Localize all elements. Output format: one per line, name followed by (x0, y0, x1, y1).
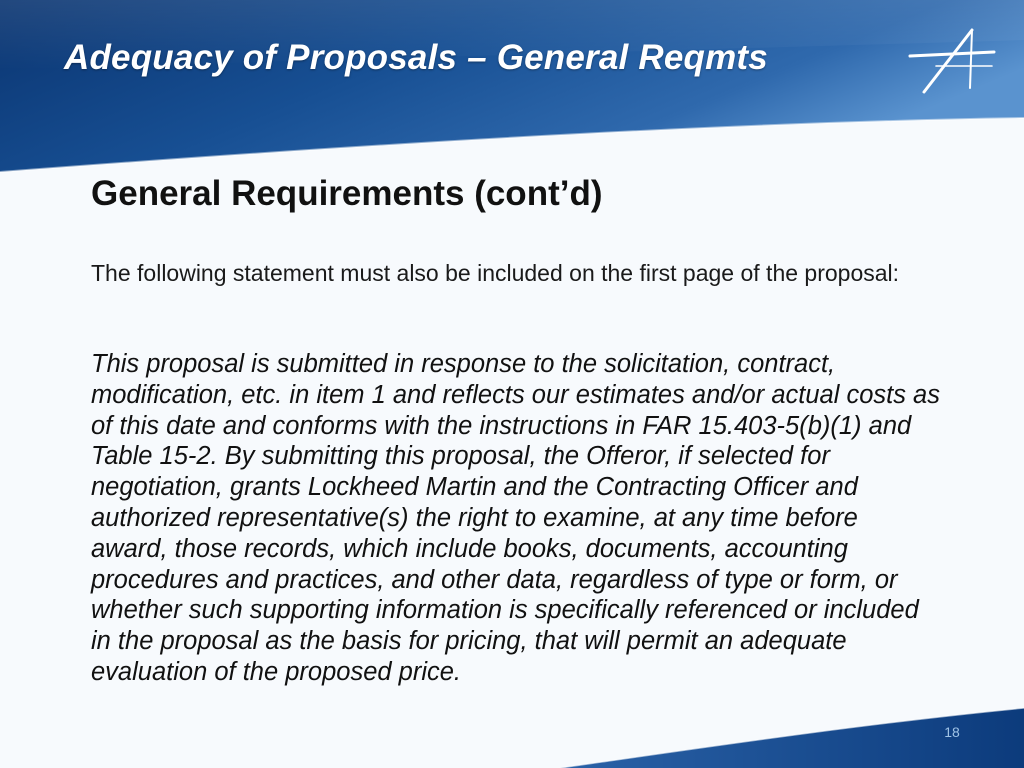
intro-paragraph: The following statement must also be included on the first page of the proposal: (91, 260, 900, 286)
section-heading: General Requirements (cont’d) (91, 174, 603, 213)
required-statement: This proposal is submitted in response to the solicitation, contract, modification, etc. in item 1 and reflects our estimates and/or actual costs as of this date and conforms with the instructions in FAR 15.403-5(b)(1) and Table 15-2. By submitting this proposal, the Offeror, if selected for negotiation, grants Lockheed Martin and the Contracting Officer and authorized representative(s) the right to examine, at any time before award, those records, which include books, documents, accounting procedures and practices, and other data, regardless of type or form, or whether such supporting information is specifically referenced or included in the proposal as the basis for pricing, that will permit an adequate evaluation of the proposed price. (91, 350, 940, 686)
header-band (0, 0, 1024, 200)
star-logo-icon (900, 26, 996, 96)
slide-title: Adequacy of Proposals – General Reqmts (64, 38, 768, 77)
footer-band (0, 690, 1024, 768)
page-number: 18 (944, 724, 960, 740)
